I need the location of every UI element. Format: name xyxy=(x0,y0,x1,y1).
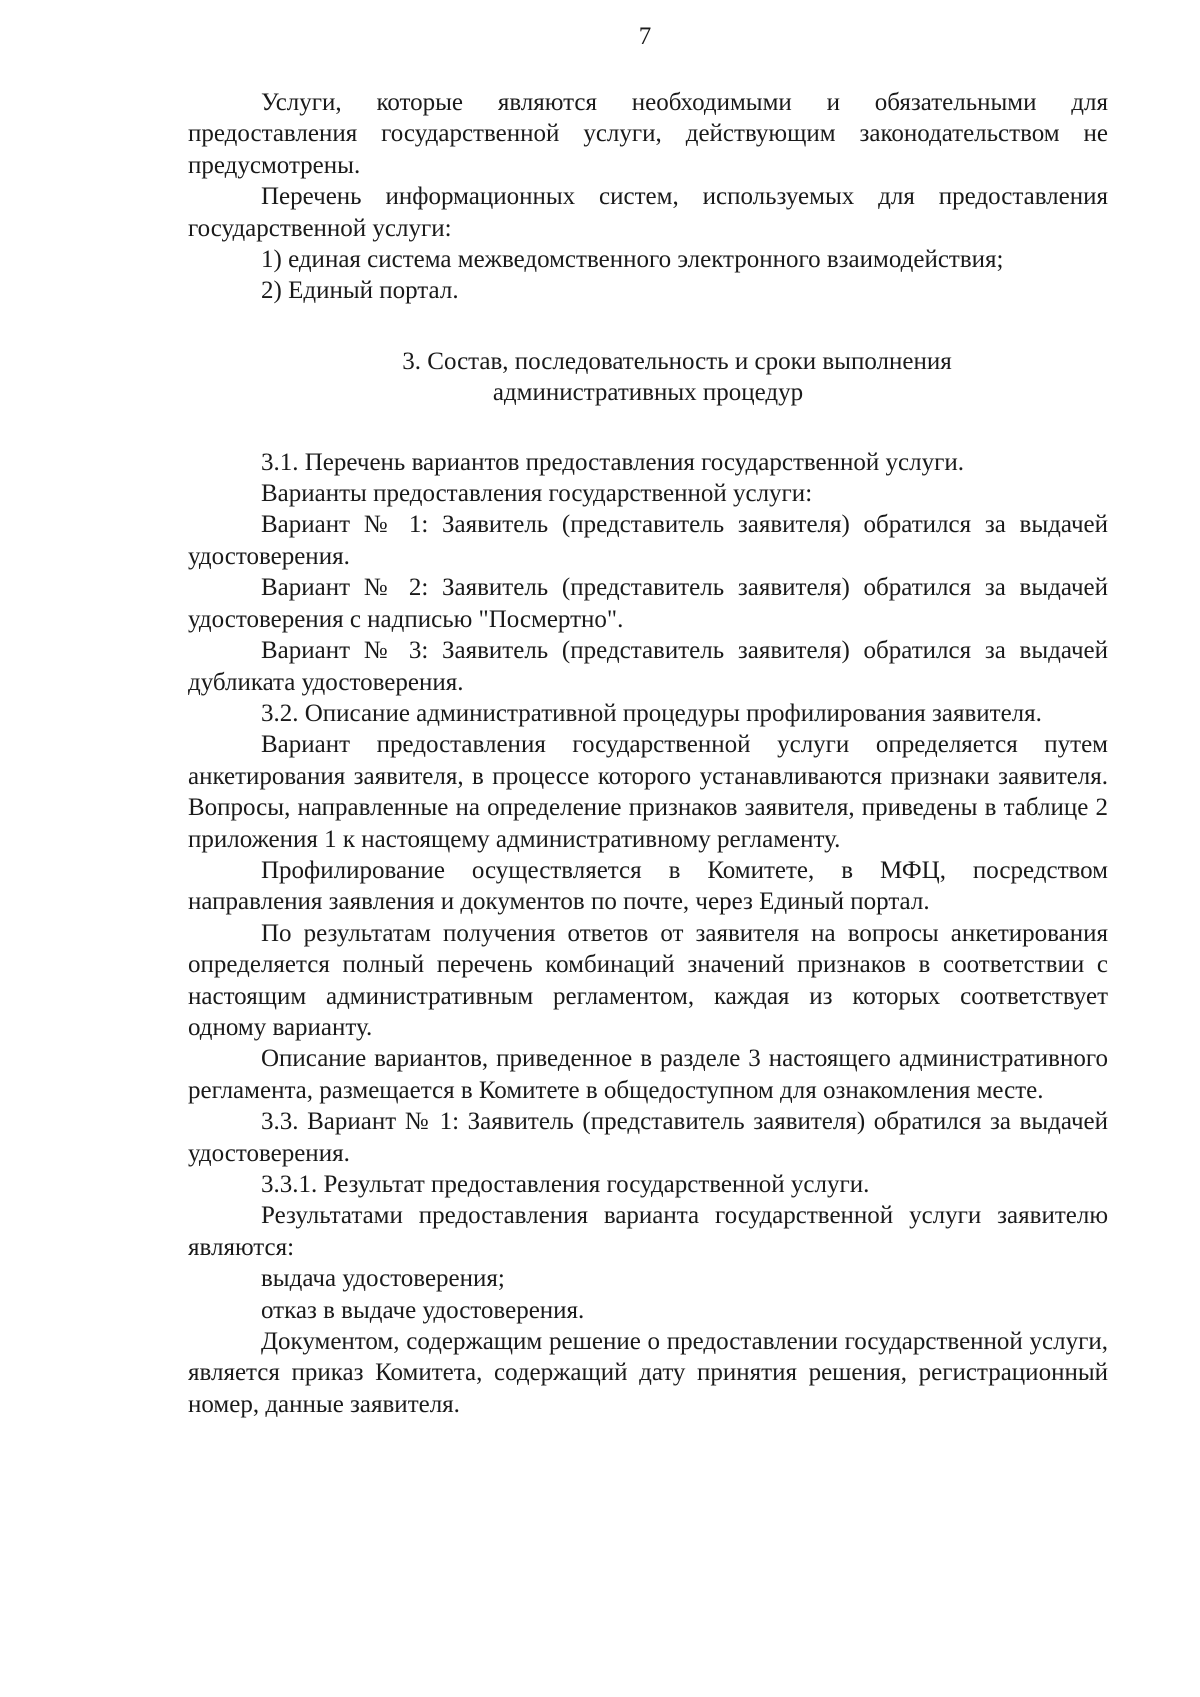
paragraph: отказ в выдаче удостоверения. xyxy=(261,1296,585,1324)
paragraph: 1) единая система межведомственного электронного взаимодействия; xyxy=(261,246,1004,274)
paragraph: Профилирование осуществляется в Комитете, в МФЦ, посредством направления заявления и документов по почте, через Единый портал. xyxy=(188,856,1108,916)
paragraph: Результатами предоставления варианта государственной услуги заявителю являются: xyxy=(188,1202,1108,1261)
paragraph: Документом, содержащим решение о предоставлении государственной услуги, является приказ Комитета, содержащий дату принятия решения, регистрационный номер, данные заявителя. xyxy=(188,1328,1108,1418)
paragraph: Вариант № 3: Заявитель (представитель заявителя) обратился за выдачей дубликата удостоверения. xyxy=(188,637,1108,696)
paragraph: 3.3.1. Результат предоставления государственной услуги. xyxy=(261,1171,870,1198)
paragraph: Варианты предоставления государственной услуги: xyxy=(261,480,813,508)
section-heading-line: административных процедур xyxy=(492,379,804,407)
paragraph: Описание вариантов, приведенное в разделе 3 настоящего административного регламента, размещается в Комитете в общедоступном для ознакомления месте. xyxy=(188,1045,1108,1104)
section-heading-line: 3. Состав, последовательность и сроки выполнения xyxy=(402,347,952,375)
paragraph: Вариант № 1: Заявитель (представитель заявителя) обратился за выдачей удостоверения. xyxy=(188,511,1108,570)
paragraph: Вариант предоставления государственной услуги определяется путем анкетирования заявителя, в процессе которого устанавливаются признаки заявителя. Вопросы, направленные на определение признаков заявителя, приведены в таблице 2 приложения 1 к настоящему административному регламенту. xyxy=(188,731,1108,853)
paragraph: Вариант № 2: Заявитель (представитель заявителя) обратился за выдачей удостоверения с надписью "Посмертно". xyxy=(188,574,1108,633)
paragraph: Услуги, которые являются необходимыми и обязательными для предоставления государственной услуги, действующим законодательством не предусмотрены. xyxy=(188,89,1108,179)
paragraph: 3.3. Вариант № 1: Заявитель (представитель заявителя) обратился за выдачей удостоверения. xyxy=(188,1108,1108,1167)
page-number: 7 xyxy=(638,23,652,50)
paragraph: По результатам получения ответов от заявителя на вопросы анкетирования определяется полный перечень комбинаций значений признаков в соответствии с настоящим административным регламентом, каждая из которых соответствует одному варианту. xyxy=(188,919,1108,1041)
document-body xyxy=(188,87,1108,1420)
paragraph: 3.1. Перечень вариантов предоставления государственной услуги. xyxy=(261,448,964,476)
paragraph: 2) Единый портал. xyxy=(261,277,459,305)
paragraph: Перечень информационных систем, используемых для предоставления государственной услуги: xyxy=(188,183,1108,242)
section-heading xyxy=(188,346,1108,409)
paragraph: выдача удостоверения; xyxy=(261,1265,505,1293)
paragraph: 3.2. Описание административной процедуры профилирования заявителя. xyxy=(261,699,1042,727)
